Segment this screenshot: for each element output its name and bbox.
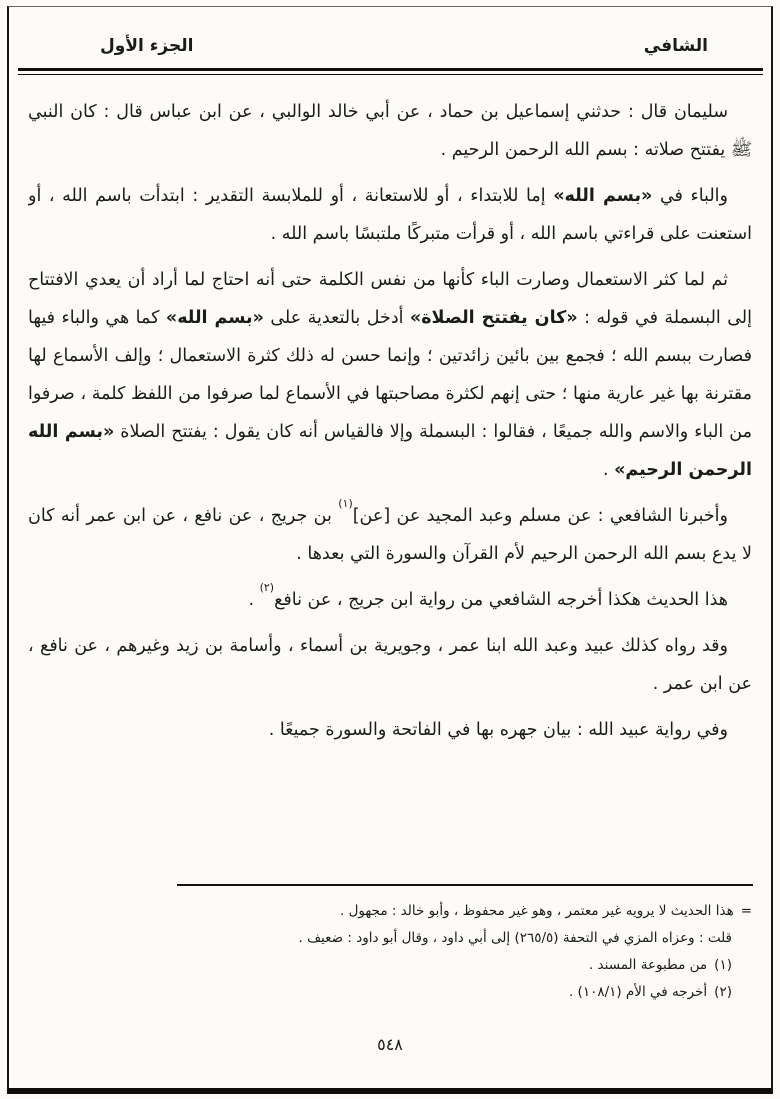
text-run: إما للابتداء ، أو للاستعانة ، أو للملابسة التقدير : ابتدأت باسم الله ، أو استعنت على قراءتي باسم الله ، أو قرأت متبركًا ملتبسًا باسم الله . bbox=[28, 186, 752, 244]
text-run: هذا الحديث هكذا أخرجه الشافعي من رواية ابن جريج ، عن نافع bbox=[274, 590, 728, 610]
body-paragraph bbox=[28, 497, 752, 573]
footnote-ref: (٢) bbox=[259, 581, 275, 595]
bold-phrase: «كان يفتتح الصلاة» bbox=[409, 308, 578, 328]
bold-phrase: «بسم الله الرحمن الرحيم» bbox=[28, 422, 752, 480]
bold-phrase: «بسم الله» bbox=[165, 308, 264, 328]
text-run: وأخبرنا الشافعي : عن مسلم وعبد المجيد عن [عن] bbox=[352, 506, 728, 526]
header-volume-title: الجزء الأول bbox=[100, 36, 194, 56]
footnote-line bbox=[28, 952, 752, 979]
body-paragraph bbox=[28, 177, 752, 253]
text-run: كما هي والباء فيها فصارت ببسم الله ؛ فجمع بين بائين زائدتين ؛ وإنما حسن له ذلك كثرة الاستعمال ؛ وإلف الأسماع لها مقترنة بها غير عارية منها ؛ حتى إنهم لكثرة مصاحبتها في الأسماع لما صرفوا من اللفظ كلمة ، صرفوا من الباء والاسم والله جميعًا ، فقالوا : البسملة وإلا فالقياس أنه كان يقول : يفتتح الصلاة bbox=[28, 308, 752, 442]
text-run: سليمان قال : حدثني إسماعيل بن حماد ، عن أبي خالد الوالبي ، عن ابن عباس قال : كان النبي ﷺ يفتتح صلاته : بسم الله الرحمن الرحيم . bbox=[28, 102, 752, 160]
body-paragraph bbox=[28, 261, 752, 489]
text-run: وفي رواية عبيد الله : بيان جهره بها في الفاتحة والسورة جميعًا . bbox=[268, 720, 728, 740]
text-run: والباء في bbox=[652, 186, 728, 206]
body-paragraph bbox=[28, 627, 752, 703]
footnote-line bbox=[28, 925, 752, 952]
text-run: وقد رواه كذلك عبيد وعبد الله ابنا عمر ، وجويرية بن أسماء ، وأسامة بن زيد وغيرهم ، عن نافع ، عن ابن عمر . bbox=[28, 636, 752, 694]
footnotes-section bbox=[28, 898, 752, 1006]
body-paragraph bbox=[28, 581, 752, 619]
footnote-separator bbox=[177, 884, 753, 886]
text-run: أدخل بالتعدية على bbox=[263, 308, 410, 328]
footnote-text: قلت : وعزاه المزي في التحفة (٢٦٥/٥) إلى أبي داود ، وقال أبو داود : ضعيف . bbox=[298, 930, 732, 946]
footnote-marker: (١) bbox=[714, 957, 732, 973]
body-text bbox=[28, 93, 752, 865]
header-rule bbox=[18, 68, 763, 75]
footnote-marker: = bbox=[740, 903, 752, 919]
footnote-line bbox=[28, 979, 752, 1006]
page-header bbox=[100, 36, 708, 56]
footnote-line bbox=[28, 898, 752, 925]
footnote-marker: (٢) bbox=[714, 984, 732, 1000]
text-run: ثم لما كثر الاستعمال وصارت الباء كأنها من نفس الكلمة حتى أنه احتاج لما أراد أن يعدي الافتتاح إلى البسملة في قوله : bbox=[28, 270, 752, 328]
page-number: ٥٤٨ bbox=[377, 1035, 403, 1054]
footnote-text: هذا الحديث لا يرويه غير معتمر ، وهو غير محفوظ ، وأبو خالد : مجهول . bbox=[340, 903, 734, 919]
footnote-ref: (١) bbox=[338, 497, 353, 511]
text-run: . bbox=[602, 460, 615, 480]
header-book-title: الشافي bbox=[643, 36, 708, 56]
body-paragraph bbox=[28, 711, 752, 749]
bold-phrase: «بسم الله» bbox=[553, 186, 653, 206]
footnote-text: من مطبوعة المسند . bbox=[588, 957, 708, 973]
text-run: بن جريج ، عن نافع ، عن ابن عمر أنه كان لا يدع بسم الله الرحمن الرحيم لأم القرآن والسورة التي بعدها . bbox=[28, 506, 752, 564]
text-run: . bbox=[248, 590, 260, 610]
body-paragraph bbox=[28, 93, 752, 169]
footnote-text: أخرجه في الأم (١٠٨/١) . bbox=[568, 984, 708, 1000]
